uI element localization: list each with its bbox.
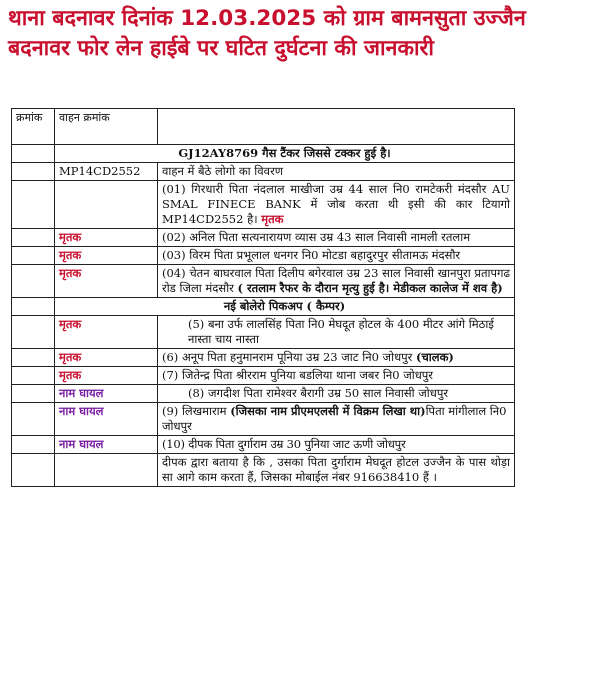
header-serial: क्रमांक xyxy=(12,109,55,145)
person-detail xyxy=(158,181,515,229)
person-detail: (10) दीपक पिता दुर्गाराम उम्र 30 पुनिया जाट ऊणी जोधपुर xyxy=(158,436,515,454)
person-detail: (03) विरम पिता प्रभूलाल धनगर नि0 मोटडा बहादुरपुर सीतामऊ मंदसौर xyxy=(158,247,515,265)
status-cell xyxy=(55,436,158,454)
status-badge: नाम घायल xyxy=(59,404,104,418)
person-detail: (5) बना उर्फ लालसिंह पिता नि0 मेघदूत होटल के 400 मीटर आंगे मिठाई नास्ता चाय नास्ता xyxy=(158,316,515,349)
person-detail-text: (04) चेतन बाघरवाल पिता दिलीप बगेरवाल उम्र 23 साल निवासी खानपुरा प्रतापगढ रोड जिला मंदसौर xyxy=(162,266,510,295)
table-row xyxy=(12,265,515,298)
empty-cell xyxy=(12,316,55,349)
empty-cell xyxy=(55,181,158,229)
table-row xyxy=(12,163,515,181)
status-cell xyxy=(55,385,158,403)
table-row xyxy=(12,385,515,403)
accident-table xyxy=(11,108,515,487)
table-row xyxy=(12,229,515,247)
section-header-row xyxy=(12,145,515,163)
status-badge: मृतक xyxy=(59,248,82,262)
table-row xyxy=(12,247,515,265)
person-detail-note: ( रतलाम रैफर के दौरान मृत्यु हुई है। मेडीकल कालेज में शव है) xyxy=(237,281,503,295)
table-row xyxy=(12,436,515,454)
empty-cell xyxy=(12,145,55,163)
status-badge: नाम घायल xyxy=(59,386,104,400)
table-header-row xyxy=(12,109,515,145)
person-detail-text: (6) अनूप पिता हनुमानराम पूनिया उम्र 23 जाट नि0 जोधपुर xyxy=(162,350,413,364)
empty-cell xyxy=(12,454,55,487)
empty-cell xyxy=(12,385,55,403)
person-detail-text: (9) लिखमाराम xyxy=(162,404,227,418)
empty-cell xyxy=(55,454,158,487)
status-badge: मृतक xyxy=(261,212,284,226)
vehicle-number-cell: MP14CD2552 xyxy=(55,163,158,181)
section-header-row xyxy=(12,298,515,316)
header-details xyxy=(158,109,515,145)
empty-cell xyxy=(12,265,55,298)
person-detail xyxy=(158,403,515,436)
status-badge: मृतक xyxy=(59,266,82,280)
vehicle-caption-cell: वाहन में बैठे लोगो का विवरण xyxy=(158,163,515,181)
person-detail: (02) अनिल पिता सत्यनारायण व्यास उम्र 43 साल निवासी नामली रतलाम xyxy=(158,229,515,247)
empty-cell xyxy=(12,298,55,316)
status-cell xyxy=(55,316,158,349)
empty-cell xyxy=(12,349,55,367)
empty-cell xyxy=(12,247,55,265)
empty-cell xyxy=(12,181,55,229)
table-row xyxy=(12,367,515,385)
status-badge: मृतक xyxy=(59,230,82,244)
table-row xyxy=(12,316,515,349)
person-detail-note: (जिसका नाम प्रीएमएलसी में विक्रम लिखा था) xyxy=(230,404,426,418)
page-title: थाना बदनावर दिनांक 12.03.2025 को ग्राम बामनसुता उज्जैन बदनावर फोर लेन हाईबे पर घटित दुर्घटना की जानकारी xyxy=(8,6,526,61)
table-row xyxy=(12,403,515,436)
empty-cell xyxy=(12,163,55,181)
bolero-section-title: नई बोलेरो पिकअप ( कैम्पर) xyxy=(55,298,515,316)
table-row xyxy=(12,349,515,367)
person-detail xyxy=(158,349,515,367)
table-row xyxy=(12,181,515,229)
header-vehicle-number: वाहन क्रमांक xyxy=(55,109,158,145)
status-badge: नाम घायल xyxy=(59,437,104,451)
status-badge: मृतक xyxy=(59,317,82,331)
status-cell xyxy=(55,229,158,247)
table-row xyxy=(12,454,515,487)
status-badge: मृतक xyxy=(59,350,82,364)
status-cell xyxy=(55,349,158,367)
status-cell xyxy=(55,265,158,298)
status-cell xyxy=(55,403,158,436)
person-detail xyxy=(158,265,515,298)
status-cell xyxy=(55,247,158,265)
tanker-section-title: GJ12AY8769 गैस टैंकर जिससे टक्कर हुई है। xyxy=(55,145,515,163)
status-cell xyxy=(55,367,158,385)
empty-cell xyxy=(12,229,55,247)
person-detail-text: पिता मांगीलाल नि0 जोधपुर xyxy=(162,404,507,433)
note-cell: दीपक द्वारा बताया है कि , उसका पिता दुर्गाराम मेघदूत होटल उज्जैन के पास थोड़ा सा आगे काम करता हैं, जिसका मोबाईल नंबर 916638410 हैं । xyxy=(158,454,515,487)
person-detail-note: (चालक) xyxy=(416,350,454,364)
person-detail: (7) जितेन्द्र पिता श्रीरराम पुनिया बडलिया थाना जबर नि0 जोधपुर xyxy=(158,367,515,385)
person-detail-text: (01) गिरधारी पिता नंदलाल माखीजा उम्र 44 साल नि0 रामटेकरी मंदसौर AU SMAL FINECE BANK में जोब करता थी इसी की कार टियागो MP14CD2552 है। xyxy=(162,182,510,226)
person-detail: (8) जगदीश पिता रामेश्वर बैरागी उम्र 50 साल निवासी जोधपुर xyxy=(158,385,515,403)
empty-cell xyxy=(12,403,55,436)
empty-cell xyxy=(12,436,55,454)
empty-cell xyxy=(12,367,55,385)
status-badge: मृतक xyxy=(59,368,82,382)
